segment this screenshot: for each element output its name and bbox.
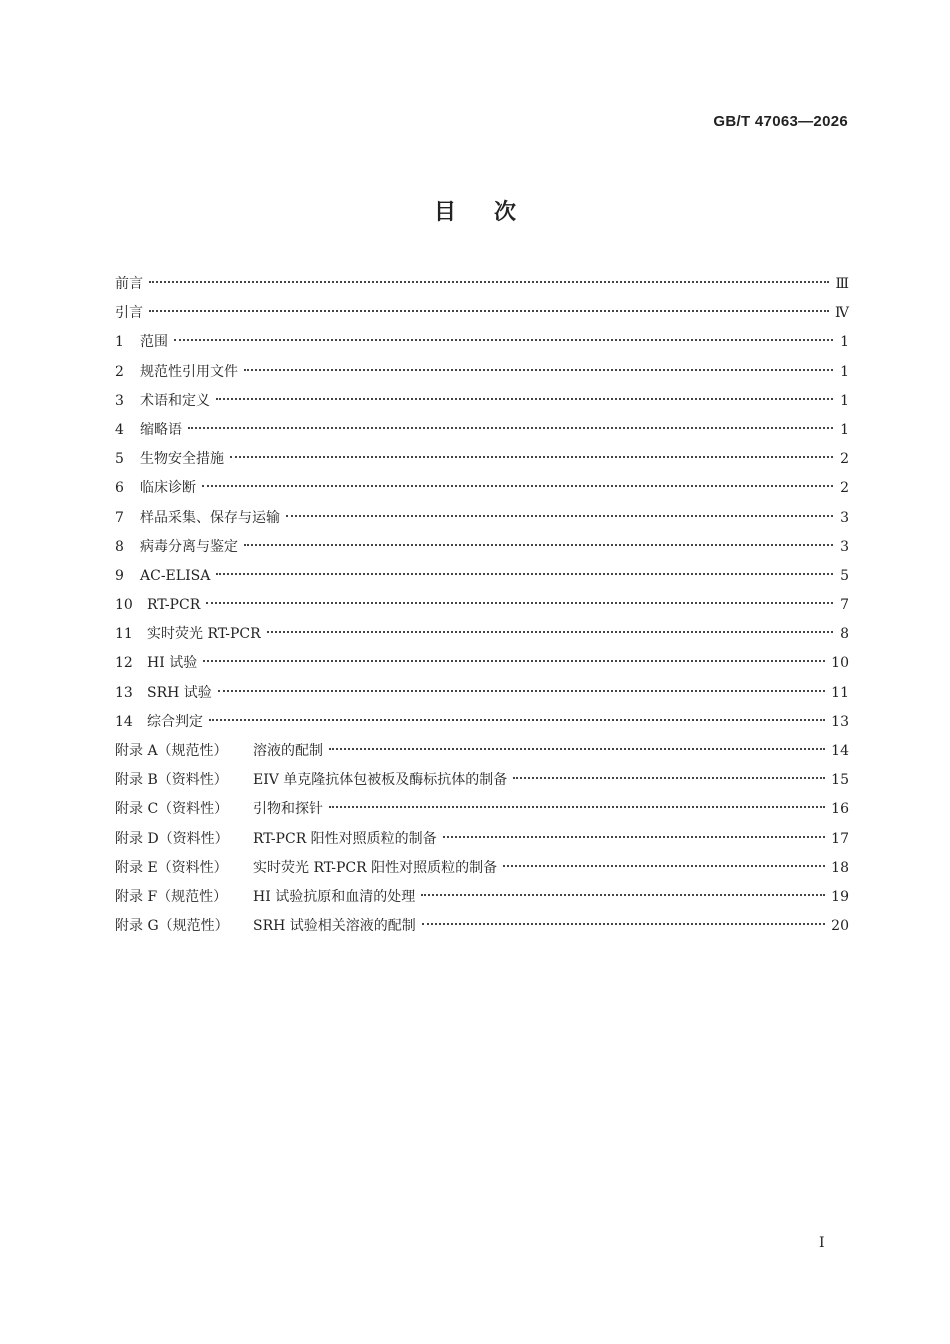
toc-entry[interactable] (115, 681, 849, 710)
standard-number: GB/T 47063—2026 (713, 113, 848, 130)
appendix-prefix: 附录 A（规范性） (115, 743, 228, 759)
appendix-page: 20 (831, 918, 849, 935)
dot-leader (443, 836, 825, 838)
toc-entry-label: 生物安全措施 (140, 451, 224, 468)
toc-entry[interactable] (115, 418, 849, 447)
section-number: 2 (115, 363, 124, 380)
toc-entry-page: Ⅲ (835, 276, 849, 292)
toc-entry-page: 7 (840, 597, 849, 614)
dot-leader (206, 602, 833, 604)
appendix-label: HI 试验抗原和血清的处理 (253, 888, 416, 905)
toc-entry-label: 缩略语 (140, 421, 182, 438)
toc-entry-label: RT-PCR (147, 597, 201, 614)
appendix-page: 17 (831, 830, 849, 847)
appendix-label: 引物和探针 (253, 801, 323, 818)
table-of-contents (115, 272, 849, 943)
toc-entry-label: 临床诊断 (140, 480, 196, 497)
toc-entry-label: 前言 (115, 276, 143, 292)
appendix-page: 18 (831, 859, 849, 876)
appendix-page: 15 (831, 772, 849, 789)
appendix-prefix: 附录 D（资料性） (115, 830, 229, 847)
dot-leader (421, 894, 825, 896)
toc-entry[interactable] (115, 301, 849, 330)
toc-entry[interactable] (115, 272, 849, 301)
toc-entry-label: AC-ELISA (140, 567, 211, 584)
dot-leader (244, 369, 833, 371)
dot-leader (188, 427, 833, 429)
dot-leader (329, 806, 825, 808)
toc-entry-page: Ⅳ (835, 305, 849, 322)
toc-entry-label: 实时荧光 RT-PCR (147, 626, 261, 643)
toc-entry-label: 综合判定 (147, 713, 203, 730)
section-number: 5 (115, 451, 124, 468)
dot-leader (267, 631, 833, 633)
section-number: 6 (115, 480, 124, 497)
section-number: 3 (115, 392, 124, 409)
appendix-label: EIV 单克隆抗体包被板及酶标抗体的制备 (253, 772, 508, 789)
appendix-prefix: 附录 C（资料性） (115, 801, 229, 818)
dot-leader (174, 339, 833, 341)
dot-leader (329, 748, 825, 750)
toc-entry-label: SRH 试验 (147, 684, 212, 701)
appendix-entry[interactable] (115, 914, 849, 943)
toc-entry-label: 规范性引用文件 (140, 363, 238, 380)
appendix-label: SRH 试验相关溶液的配制 (253, 918, 416, 935)
toc-entry-label: 术语和定义 (140, 392, 210, 409)
section-number: 13 (115, 684, 133, 701)
dot-leader (202, 485, 833, 487)
toc-entry[interactable] (115, 622, 849, 651)
toc-entry[interactable] (115, 447, 849, 476)
toc-entry-page: 1 (840, 363, 849, 380)
toc-entry[interactable] (115, 651, 849, 680)
toc-entry-page: 1 (840, 334, 849, 351)
section-number: 1 (115, 334, 124, 351)
toc-entry-page: 3 (840, 538, 849, 555)
appendix-entry[interactable] (115, 827, 849, 856)
appendix-entry[interactable] (115, 797, 849, 826)
toc-entry-page: 1 (840, 392, 849, 409)
appendix-prefix: 附录 E（资料性） (115, 859, 228, 876)
section-number: 11 (115, 626, 133, 643)
section-number: 8 (115, 538, 124, 555)
toc-entry[interactable] (115, 593, 849, 622)
toc-entry-label: HI 试验 (147, 655, 198, 672)
dot-leader (286, 515, 833, 517)
toc-entry-page: 3 (840, 509, 849, 526)
section-number: 10 (115, 597, 133, 614)
toc-entry-label: 病毒分离与鉴定 (140, 538, 238, 555)
toc-entry-label: 样品采集、保存与运输 (140, 509, 280, 526)
toc-entry-page: 1 (840, 421, 849, 438)
section-number: 12 (115, 655, 133, 672)
appendix-prefix: 附录 F（规范性） (115, 888, 228, 905)
toc-entry[interactable] (115, 535, 849, 564)
toc-entry-label: 范围 (140, 334, 168, 351)
toc-entry-page: 2 (840, 480, 849, 497)
dot-leader (513, 777, 825, 779)
dot-leader (149, 281, 829, 283)
toc-entry[interactable] (115, 330, 849, 359)
appendix-entry[interactable] (115, 885, 849, 914)
toc-entry-page: 2 (840, 451, 849, 468)
toc-entry-page: 5 (840, 567, 849, 584)
dot-leader (216, 398, 833, 400)
appendix-page: 19 (831, 888, 849, 905)
appendix-prefix: 附录 G（规范性） (115, 918, 229, 935)
appendix-page: 16 (831, 801, 849, 818)
dot-leader (203, 660, 825, 662)
section-number: 7 (115, 509, 124, 526)
dot-leader (216, 573, 833, 575)
toc-entry[interactable] (115, 710, 849, 739)
dot-leader (149, 310, 829, 312)
dot-leader (209, 719, 825, 721)
page-title: 目次 (433, 199, 554, 225)
toc-entry[interactable] (115, 389, 849, 418)
dot-leader (230, 456, 833, 458)
toc-entry-page: 8 (840, 626, 849, 643)
toc-entry[interactable] (115, 506, 849, 535)
toc-entry-page: 10 (831, 655, 849, 672)
toc-entry[interactable] (115, 476, 849, 505)
appendix-entry[interactable] (115, 739, 849, 768)
toc-entry[interactable] (115, 360, 849, 389)
appendix-label: RT-PCR 阳性对照质粒的制备 (253, 830, 437, 847)
section-number: 9 (115, 567, 124, 584)
dot-leader (422, 923, 825, 925)
toc-entry-page: 13 (831, 713, 849, 730)
toc-entry-page: 11 (831, 684, 849, 701)
dot-leader (218, 690, 825, 692)
appendix-page: 14 (831, 743, 849, 759)
section-number: 4 (115, 421, 124, 438)
section-number: 14 (115, 713, 133, 730)
page-number: I (819, 1235, 825, 1251)
appendix-label: 溶液的配制 (253, 743, 323, 759)
toc-entry[interactable] (115, 564, 849, 593)
dot-leader (503, 865, 825, 867)
appendix-entry[interactable] (115, 856, 849, 885)
toc-entry-label: 引言 (115, 305, 143, 322)
dot-leader (244, 544, 833, 546)
appendix-label: 实时荧光 RT-PCR 阳性对照质粒的制备 (253, 859, 498, 876)
appendix-entry[interactable] (115, 768, 849, 797)
appendix-prefix: 附录 B（资料性） (115, 772, 228, 789)
